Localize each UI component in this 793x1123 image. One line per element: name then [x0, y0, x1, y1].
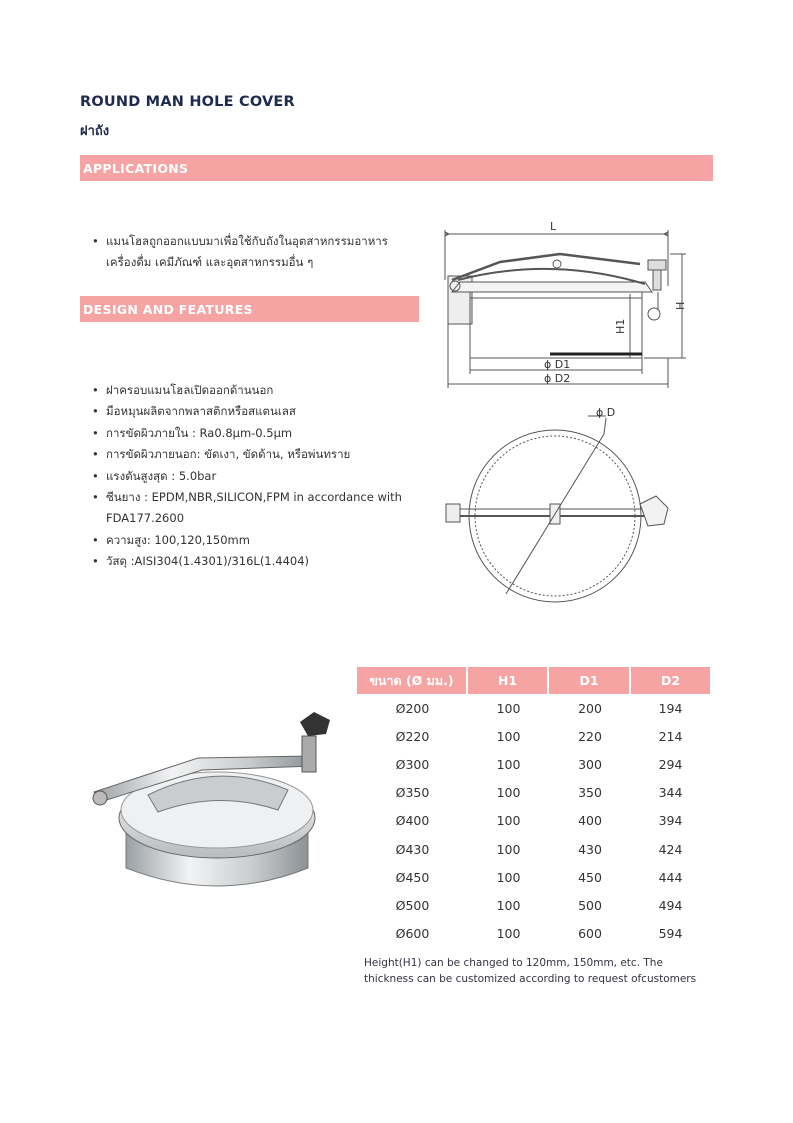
table-row: [357, 891, 710, 919]
table-cell: 294: [658, 756, 683, 772]
technical-drawing: [440, 218, 700, 610]
table-cell: 214: [658, 728, 683, 744]
header-size: ขนาด (Ø มม.): [357, 667, 468, 694]
list-item: • ซีนยาง : EPDM,NBR,SILICON,FPM in accordance with FDA177.2600: [92, 487, 422, 530]
table-cell: 350: [578, 785, 602, 801]
table-cell: 100: [496, 897, 521, 913]
header-h1: H1: [468, 667, 549, 694]
table-cell: 344: [658, 785, 683, 801]
applications-heading: APPLICATIONS: [80, 155, 713, 181]
table-cell: Ø400: [395, 813, 430, 829]
list-item: • แมนโฮลถูกออกแบบมาเพื่อใช้กับถังในอุตสาหกรรมอาหาร เครื่องดื่ม เคมีภัณฑ์ และอุตสาหกรรมอื่น ๆ: [92, 231, 412, 274]
table-cell: 100: [496, 756, 521, 772]
table-cell: 500: [578, 897, 602, 913]
label-d1: ϕ D1: [544, 358, 571, 371]
label-h: H: [674, 301, 687, 310]
table-cell: 200: [578, 700, 602, 716]
table-cell: 600: [578, 926, 602, 942]
table-cell: Ø200: [395, 700, 430, 716]
list-item: • การขัดผิวภายใน : Ra0.8μm-0.5μm: [92, 423, 422, 444]
table-row: [357, 722, 710, 750]
table-cell: 100: [496, 785, 521, 801]
page-title: ROUND MAN HOLE COVER: [80, 94, 295, 110]
list-item: • วัสดุ :AISI304(1.4301)/316L(1.4404): [92, 551, 422, 572]
label-d: ϕ D: [596, 406, 616, 419]
table-row: [357, 779, 710, 807]
label-l: L: [550, 220, 557, 233]
table-row: [357, 920, 710, 948]
features-list: [92, 380, 422, 573]
list-item: • ความสูง: 100,120,150mm: [92, 530, 422, 551]
table-cell: 444: [658, 869, 683, 885]
table-cell: Ø220: [395, 728, 430, 744]
table-cell: 100: [496, 813, 521, 829]
table-row: [357, 750, 710, 778]
table-row: [357, 863, 710, 891]
list-item: • แรงดันสูงสุด : 5.0bar: [92, 466, 422, 487]
table-cell: 100: [496, 841, 521, 857]
table-cell: 400: [578, 813, 602, 829]
footnote: Height(H1) can be changed to 120mm, 150mm, etc. The thickness can be customized according to request ofcustomers: [364, 957, 697, 985]
table-cell: 100: [496, 926, 521, 942]
table-cell: Ø350: [395, 785, 430, 801]
table-cell: 594: [658, 926, 683, 942]
table-cell: 424: [658, 841, 683, 857]
table-cell: 100: [496, 700, 521, 716]
table-cell: Ø500: [395, 897, 430, 913]
table-cell: 430: [578, 841, 602, 857]
table-cell: 100: [496, 869, 521, 885]
product-photo: [78, 700, 340, 900]
table-cell: 494: [658, 897, 683, 913]
table-row: [357, 835, 710, 863]
label-h1: H1: [614, 318, 627, 334]
header-d2: D2: [631, 667, 710, 694]
table-cell: 220: [578, 728, 602, 744]
table-cell: 450: [578, 869, 602, 885]
list-item: • ฝาครอบแมนโฮลเปิดออกด้านนอก: [92, 380, 422, 401]
table-row: [357, 694, 710, 722]
spec-table-wrap: [357, 667, 710, 948]
table-cell: Ø450: [395, 869, 430, 885]
list-item: • มือหมุนผลิตจากพลาสติกหรือสแตนเลส: [92, 401, 422, 422]
list-item: • การขัดผิวภายนอก: ขัดเงา, ขัดด้าน, หรือพ่นทราย: [92, 444, 422, 465]
table-header-row: [357, 667, 710, 694]
table-cell: 394: [658, 813, 683, 829]
applications-list: [92, 231, 412, 274]
table-cell: 194: [658, 700, 683, 716]
page-subtitle: ฝาถัง: [80, 124, 110, 139]
spec-table: [357, 667, 710, 948]
header-d1: D1: [549, 667, 631, 694]
table-row: [357, 807, 710, 835]
table-cell: 100: [496, 728, 521, 744]
table-cell: Ø430: [395, 841, 430, 857]
design-heading: DESIGN AND FEATURES: [80, 296, 419, 322]
table-cell: Ø600: [395, 926, 430, 942]
table-cell: Ø300: [395, 756, 430, 772]
label-d2: ϕ D2: [544, 372, 571, 385]
table-cell: 300: [578, 756, 602, 772]
